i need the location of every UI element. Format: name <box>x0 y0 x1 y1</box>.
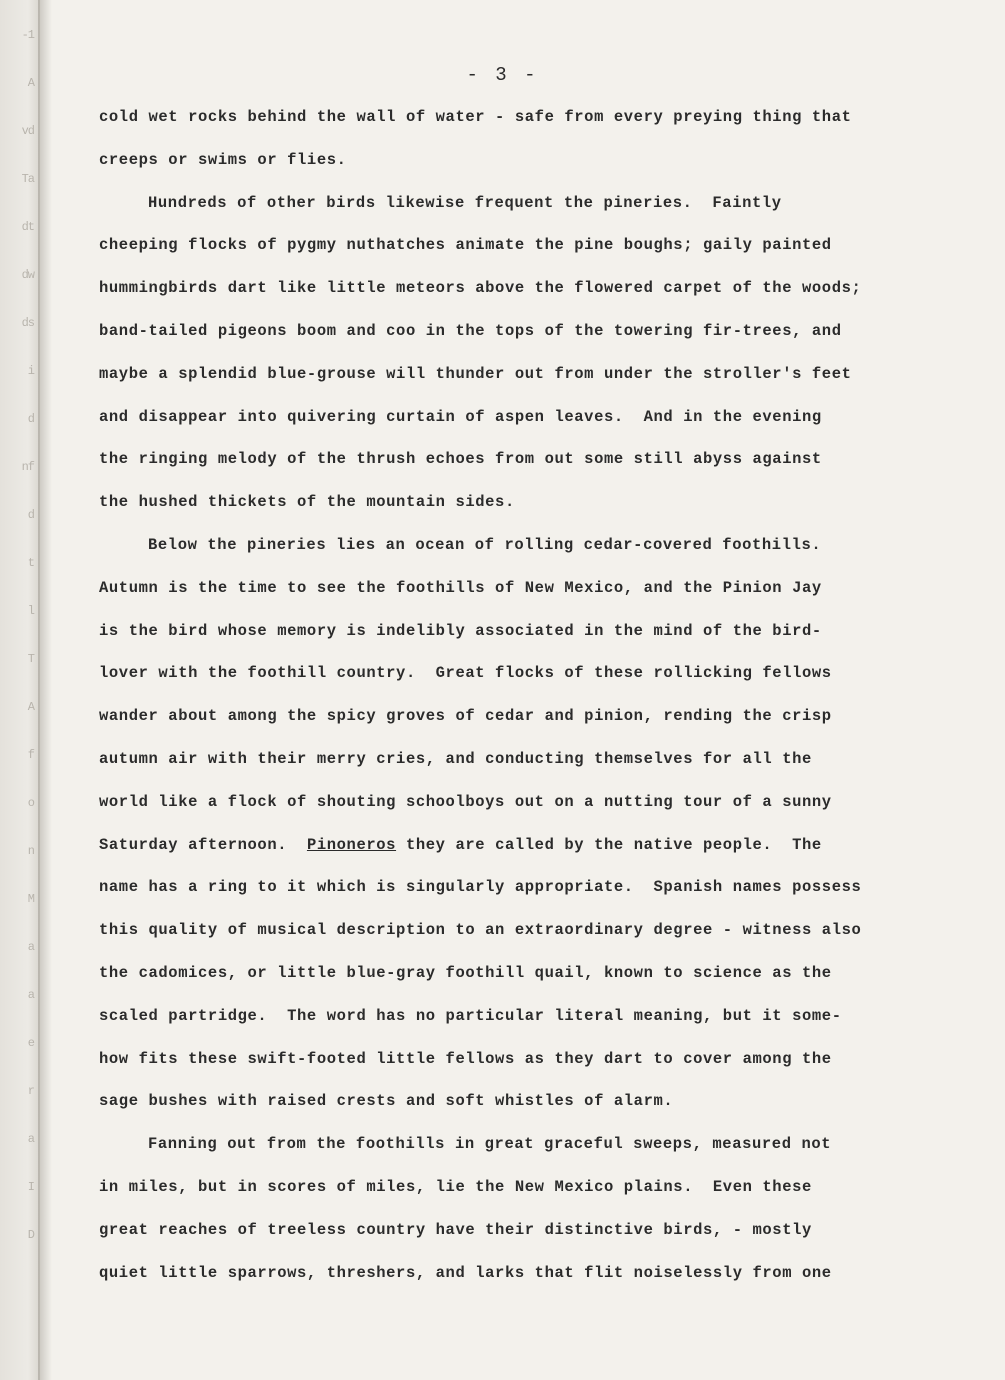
bleed-glyph: e <box>27 1036 34 1050</box>
text-line-content: world like a flock of shouting schoolboys out on a nutting tour of a sunny <box>99 792 832 811</box>
text-line-content: scaled partridge. The word has no particular literal meaning, but it some- <box>99 1006 842 1025</box>
bleed-glyph: dt <box>21 220 34 234</box>
text-line-content: maybe a splendid blue-grouse will thunder out from under the stroller's feet <box>99 364 852 383</box>
text-line-content: is the bird whose memory is indelibly associated in the mind of the bird- <box>99 621 822 640</box>
bleed-glyph: Ta <box>21 172 34 186</box>
text-line-content: this quality of musical description to an extraordinary degree - witness also <box>99 921 862 940</box>
text-line <box>99 146 929 189</box>
text-line-content: in miles, but in scores of miles, lie the New Mexico plains. Even these <box>99 1177 812 1196</box>
bleed-glyph: a <box>27 1132 34 1146</box>
bleed-glyph: a <box>27 988 34 1002</box>
bleed-glyph: t <box>27 556 34 570</box>
bleed-glyph: D <box>27 1228 34 1242</box>
text-line <box>99 488 929 531</box>
text-line-content: Autumn is the time to see the foothills of New Mexico, and the Pinion Jay <box>99 578 822 597</box>
bleed-glyph: i <box>27 364 34 378</box>
bleed-glyph: A <box>27 700 34 714</box>
text-line <box>99 317 929 360</box>
text-line-content: how fits these swift-footed little fellows as they dart to cover among the <box>99 1049 832 1068</box>
text-line-continuation: they are called by the native people. The <box>396 835 822 854</box>
text-line <box>99 1002 929 1045</box>
text-line-content: great reaches of treeless country have their distinctive birds, - mostly <box>99 1220 812 1239</box>
text-line-content: name has a ring to it which is singularly appropriate. Spanish names possess <box>99 878 862 897</box>
underlined-word: Pinoneros <box>306 835 397 854</box>
text-line-content: band-tailed pigeons boom and coo in the tops of the towering fir-trees, and <box>99 321 842 340</box>
text-line <box>99 445 929 488</box>
text-line-content: Fanning out from the foothills in great graceful sweeps, measured not <box>148 1135 832 1154</box>
bleed-glyph: l <box>27 604 34 618</box>
bleed-through-text <box>0 0 40 1380</box>
bleed-glyph: o <box>27 796 34 810</box>
bleed-glyph: n <box>27 844 34 858</box>
bleed-glyph: a <box>27 940 34 954</box>
page-number: - 3 - <box>466 64 539 86</box>
text-line-content: wander about among the spicy groves of cedar and pinion, rending the crisp <box>99 707 832 726</box>
text-line <box>99 659 929 702</box>
text-line <box>99 873 929 916</box>
text-line <box>99 831 929 874</box>
text-line-content: Below the pineries lies an ocean of rolling cedar-covered foothills. <box>148 535 822 554</box>
text-line <box>99 1259 929 1302</box>
text-line <box>99 274 929 317</box>
text-line-content: and disappear into quivering curtain of aspen leaves. And in the evening <box>99 407 822 426</box>
bleed-glyph: ds <box>21 316 34 330</box>
text-line-content: lover with the foothill country. Great flocks of these rollicking fellows <box>99 664 832 683</box>
text-line <box>99 574 929 617</box>
text-line-content: Saturday afternoon. <box>99 835 307 854</box>
bleed-glyph: d <box>27 508 34 522</box>
text-line <box>99 959 929 1002</box>
typed-text-body <box>99 103 929 1301</box>
text-line <box>99 360 929 403</box>
text-line <box>99 788 929 831</box>
text-line-content: the ringing melody of the thrush echoes from out some still abyss against <box>99 450 822 469</box>
text-line-content: autumn air with their merry cries, and conducting themselves for all the <box>99 749 812 768</box>
text-line-content: the hushed thickets of the mountain sides. <box>99 493 515 512</box>
binding-shadow <box>38 0 52 1380</box>
bleed-glyph: A <box>27 76 34 90</box>
text-line <box>99 1087 929 1130</box>
bleed-glyph: vd <box>21 124 34 138</box>
bleed-glyph: T <box>27 652 34 666</box>
bleed-glyph: M <box>27 892 34 906</box>
text-line <box>99 103 929 146</box>
text-line <box>99 745 929 788</box>
text-line <box>99 1045 929 1088</box>
text-line <box>99 531 929 574</box>
text-line-content: quiet little sparrows, threshers, and larks that flit noiselessly from one <box>99 1263 832 1282</box>
text-line <box>99 617 929 660</box>
text-line <box>99 1173 929 1216</box>
text-line-content: sage bushes with raised crests and soft whistles of alarm. <box>99 1092 674 1111</box>
bleed-glyph: -1 <box>21 28 34 42</box>
bleed-glyph: f <box>27 748 34 762</box>
text-line-content: cheeping flocks of pygmy nuthatches animate the pine boughs; gaily painted <box>99 236 832 255</box>
text-line-content: cold wet rocks behind the wall of water - safe from every preying thing that <box>99 108 852 126</box>
text-line <box>99 1216 929 1259</box>
text-line <box>99 702 929 745</box>
text-line-content: hummingbirds dart like little meteors above the flowered carpet of the woods; <box>99 279 862 298</box>
bleed-glyph: dw <box>21 268 34 282</box>
text-line <box>99 231 929 274</box>
text-line <box>99 1130 929 1173</box>
text-line <box>99 403 929 446</box>
bleed-glyph: d <box>27 412 34 426</box>
bleed-glyph: I <box>27 1180 34 1194</box>
text-line-content: creeps or swims or flies. <box>99 150 347 169</box>
bleed-glyph: nf <box>21 460 34 474</box>
text-line <box>99 916 929 959</box>
bleed-glyph: r <box>27 1084 34 1098</box>
text-line-content: Hundreds of other birds likewise frequent the pineries. Faintly <box>148 193 782 212</box>
text-line <box>99 189 929 232</box>
text-line-content: the cadomices, or little blue-gray foothill quail, known to science as the <box>99 963 832 982</box>
